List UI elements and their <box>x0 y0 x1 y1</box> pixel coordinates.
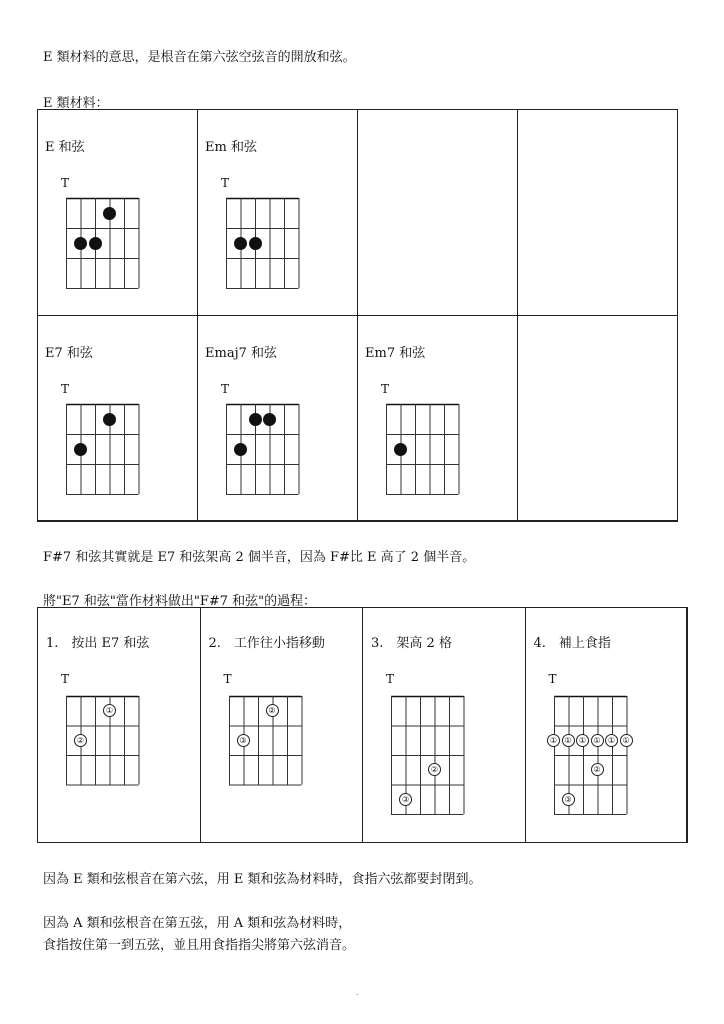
fretboard-diagram <box>226 404 299 494</box>
sharp-explanation: F#7 和弦其實就是 E7 和弦架高 2 個半音，因為 F#比 E 高了 2 個半音。 <box>43 550 476 565</box>
note-a-class-line2: 食指按住第一到五弦，並且用食指指尖將第六弦消音。 <box>43 938 356 953</box>
step-cell <box>525 607 689 843</box>
chord-cell <box>197 109 358 316</box>
tuning-mark: T <box>223 672 232 686</box>
step-title: 3. 架高 2 格 <box>371 636 452 651</box>
finger-number: ② <box>428 763 441 776</box>
chord-name: Em7 和弦 <box>365 346 426 361</box>
chord-cell <box>357 109 518 316</box>
step-title: 4. 補上食指 <box>533 636 611 651</box>
chord-cell <box>37 315 198 522</box>
finger-number: ① <box>547 734 560 747</box>
finger-number: ③ <box>562 793 575 806</box>
finger-dot <box>103 207 116 220</box>
finger-number: ③ <box>399 793 412 806</box>
fretboard-diagram <box>226 198 299 288</box>
chord-name: E 和弦 <box>45 140 85 155</box>
fretboard-diagram <box>391 696 464 814</box>
finger-dot <box>234 443 247 456</box>
finger-number: ① <box>103 704 116 717</box>
chord-cell <box>357 315 518 522</box>
steps-table <box>37 607 687 843</box>
tuning-mark: T <box>381 382 390 396</box>
chord-cell <box>197 315 358 522</box>
fretboard-diagram <box>66 404 139 494</box>
tuning-mark: T <box>221 382 230 396</box>
tuning-mark: T <box>61 672 70 686</box>
fretboard-diagram <box>66 198 139 288</box>
footer-mark: . <box>356 988 359 997</box>
finger-number: ① <box>562 734 575 747</box>
process-label: 將"E7 和弦"當作材料做出"F#7 和弦"的過程： <box>43 594 317 609</box>
chord-name: Em 和弦 <box>205 140 257 155</box>
chord-cell <box>517 109 678 316</box>
finger-number: ② <box>591 763 604 776</box>
finger-dot <box>74 237 87 250</box>
note-a-class-line1: 因為 A 類和弦根音在第五弦，用 A 類和弦為材料時， <box>43 916 352 931</box>
step-cell <box>37 607 201 843</box>
chord-name: Emaj7 和弦 <box>205 346 278 361</box>
tuning-mark: T <box>61 382 70 396</box>
finger-dot <box>103 413 116 426</box>
section-label: E 類材料： <box>43 96 109 111</box>
step-title: 2. 工作往小指移動 <box>208 636 325 651</box>
finger-number: ② <box>266 704 279 717</box>
step-cell <box>362 607 526 843</box>
finger-dot <box>249 413 262 426</box>
chord-name: E7 和弦 <box>45 346 93 361</box>
step-cell <box>200 607 364 843</box>
note-e-class: 因為 E 類和弦根音在第六弦，用 E 類和弦為材料時，食指六弦都要封閉到。 <box>43 872 482 887</box>
fretboard-diagram <box>229 696 302 785</box>
chord-table <box>37 109 678 521</box>
finger-number: ③ <box>237 734 250 747</box>
finger-number: ① <box>620 734 633 747</box>
tuning-mark: T <box>221 176 230 190</box>
finger-dot <box>74 443 87 456</box>
finger-dot <box>249 237 262 250</box>
fretboard-diagram <box>66 696 139 785</box>
finger-dot <box>89 237 102 250</box>
intro-text: E 類材料的意思，是根音在第六弦空弦音的開放和弦。 <box>43 50 356 65</box>
finger-number: ① <box>591 734 604 747</box>
chord-cell <box>517 315 678 522</box>
step-title: 1. 按出 E7 和弦 <box>46 636 150 651</box>
fretboard-diagram <box>549 696 630 814</box>
finger-number: ① <box>576 734 589 747</box>
fretboard-diagram <box>386 404 459 494</box>
chord-cell <box>37 109 198 316</box>
finger-dot <box>263 413 276 426</box>
tuning-mark: T <box>386 672 395 686</box>
finger-number: ① <box>605 734 618 747</box>
finger-dot <box>234 237 247 250</box>
finger-number: ② <box>74 734 87 747</box>
tuning-mark: T <box>548 672 557 686</box>
finger-dot <box>394 443 407 456</box>
tuning-mark: T <box>61 176 70 190</box>
